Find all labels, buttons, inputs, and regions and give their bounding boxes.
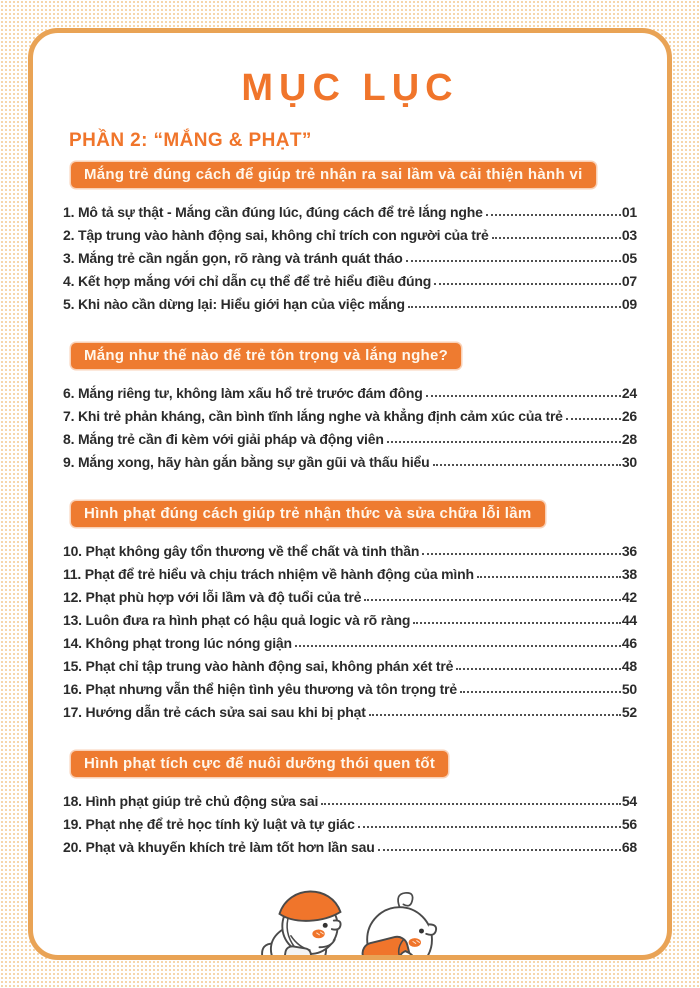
toc-item	[63, 605, 637, 628]
dotted-leader	[369, 714, 621, 716]
toc-page-number: 01	[621, 204, 637, 220]
dotted-leader	[566, 418, 621, 420]
toc-item	[63, 628, 637, 651]
toc-item-label: 18. Hình phạt giúp trẻ chủ động sửa sai	[63, 793, 319, 809]
toc-page-number: 28	[621, 431, 637, 447]
dotted-leader	[358, 826, 621, 828]
toc-item	[63, 378, 637, 401]
toc-item-label: 12. Phạt phù hợp với lỗi lầm và độ tuổi của trẻ	[63, 589, 362, 605]
dotted-leader	[321, 803, 621, 805]
toc-item-label: 8. Mắng trẻ cần đi kèm với giải pháp và động viên	[63, 431, 384, 447]
chick-with-backpack-icon	[360, 893, 436, 960]
toc-page-number: 24	[621, 385, 637, 401]
section-heading-banner: Hình phạt đúng cách giúp trẻ nhận thức và sửa chữa lỗi lầm	[71, 501, 545, 527]
toc-item	[63, 266, 637, 289]
dotted-leader	[413, 622, 621, 624]
toc-item-label: 7. Khi trẻ phản kháng, cần bình tĩnh lắng nghe và khẳng định cảm xúc của trẻ	[63, 408, 563, 424]
section-heading-banner: Mắng trẻ đúng cách để giúp trẻ nhận ra sai lầm và cải thiện hành vi	[71, 162, 596, 188]
toc-section	[63, 162, 637, 312]
dotted-leader	[434, 283, 621, 285]
dotted-leader	[433, 464, 621, 466]
toc-page-number: 03	[621, 227, 637, 243]
dotted-leader	[387, 441, 621, 443]
toc-list	[63, 536, 637, 720]
toc-page-number: 09	[621, 296, 637, 312]
toc-item-label: 2. Tập trung vào hành động sai, không chỉ trích con người của trẻ	[63, 227, 489, 243]
toc-item	[63, 674, 637, 697]
toc-item	[63, 697, 637, 720]
toc-list	[63, 197, 637, 312]
toc-page-number: 26	[621, 408, 637, 424]
toc-list	[63, 378, 637, 470]
toc-list	[63, 786, 637, 855]
toc-item	[63, 289, 637, 312]
part-heading: PHẦN 2: “MẮNG & PHẠT”	[69, 130, 312, 151]
dotted-leader	[426, 395, 621, 397]
toc-section	[63, 501, 637, 720]
toc-page-number: 68	[621, 839, 637, 855]
toc-item-label: 6. Mắng riêng tư, không làm xấu hổ trẻ trước đám đông	[63, 385, 423, 401]
toc-item-label: 4. Kết hợp mắng với chỉ dẫn cụ thể để trẻ hiểu điều đúng	[63, 273, 432, 289]
section-heading-banner: Hình phạt tích cực để nuôi dưỡng thói quen tốt	[71, 751, 448, 777]
toc-item	[63, 832, 637, 855]
toc-page-number: 56	[621, 816, 637, 832]
toc-item-label: 1. Mô tả sự thật - Mắng cần đúng lúc, đúng cách để trẻ lắng nghe	[63, 204, 483, 220]
toc-item-label: 10. Phạt không gây tổn thương về thể chất và tinh thần	[63, 543, 420, 559]
dotted-leader	[408, 306, 621, 308]
toc-item	[63, 536, 637, 559]
toc-item-label: 5. Khi nào cần dừng lại: Hiểu giới hạn của việc mắng	[63, 296, 405, 312]
two-chicks-illustration	[63, 871, 637, 960]
dotted-leader	[364, 599, 620, 601]
toc-item	[63, 582, 637, 605]
toc-page-number: 30	[621, 454, 637, 470]
toc-section	[63, 751, 637, 855]
toc-page-number: 44	[621, 612, 637, 628]
toc-item-label: 19. Phạt nhẹ để trẻ học tính kỷ luật và tự giác	[63, 816, 355, 832]
toc-item-label: 15. Phạt chỉ tập trung vào hành động sai, không phán xét trẻ	[63, 658, 454, 674]
toc-item	[63, 243, 637, 266]
toc-section	[63, 343, 637, 470]
toc-item	[63, 424, 637, 447]
dotted-leader	[406, 260, 621, 262]
toc-item	[63, 809, 637, 832]
toc-page-number: 05	[621, 250, 637, 266]
toc-item-label: 20. Phạt và khuyến khích trẻ làm tốt hơn lần sau	[63, 839, 375, 855]
dotted-leader	[460, 691, 621, 693]
toc-item	[63, 220, 637, 243]
dotted-leader	[492, 237, 621, 239]
toc-item-label: 17. Hướng dẫn trẻ cách sửa sai sau khi bị phạt	[63, 704, 366, 720]
chick-with-conical-hat-icon	[262, 891, 341, 960]
toc-item-label: 13. Luôn đưa ra hình phạt có hậu quả logic và rõ ràng	[63, 612, 411, 628]
toc-page-number: 48	[621, 658, 637, 674]
toc-sections	[63, 162, 637, 855]
dotted-leader	[486, 214, 621, 216]
toc-page-card	[28, 28, 672, 960]
toc-page-number: 52	[621, 704, 637, 720]
dotted-leader	[295, 645, 621, 647]
toc-item-label: 11. Phạt để trẻ hiểu và chịu trách nhiệm về hành động của mình	[63, 566, 474, 582]
dotted-leader	[422, 553, 621, 555]
toc-page-number: 54	[621, 793, 637, 809]
section-heading-banner: Mắng như thế nào để trẻ tôn trọng và lắng nghe?	[71, 343, 461, 369]
toc-page-number: 07	[621, 273, 637, 289]
dotted-leader	[378, 849, 621, 851]
toc-page-number: 50	[621, 681, 637, 697]
toc-item	[63, 447, 637, 470]
toc-item	[63, 197, 637, 220]
toc-page-number: 38	[621, 566, 637, 582]
toc-item-label: 16. Phạt nhưng vẫn thể hiện tình yêu thương và tôn trọng trẻ	[63, 681, 457, 697]
toc-item	[63, 786, 637, 809]
dotted-leader	[456, 668, 621, 670]
toc-page-number: 36	[621, 543, 637, 559]
toc-item	[63, 651, 637, 674]
toc-item	[63, 401, 637, 424]
toc-item-label: 3. Mắng trẻ cần ngắn gọn, rõ ràng và tránh quát tháo	[63, 250, 403, 266]
toc-item-label: 14. Không phạt trong lúc nóng giận	[63, 635, 292, 651]
toc-page-number: 46	[621, 635, 637, 651]
dotted-leader	[477, 576, 621, 578]
toc-page-number: 42	[621, 589, 637, 605]
toc-item	[63, 559, 637, 582]
toc-item-label: 9. Mắng xong, hãy hàn gắn bằng sự gần gũi và thấu hiểu	[63, 454, 430, 470]
page-title: MỤC LỤC	[241, 67, 459, 109]
